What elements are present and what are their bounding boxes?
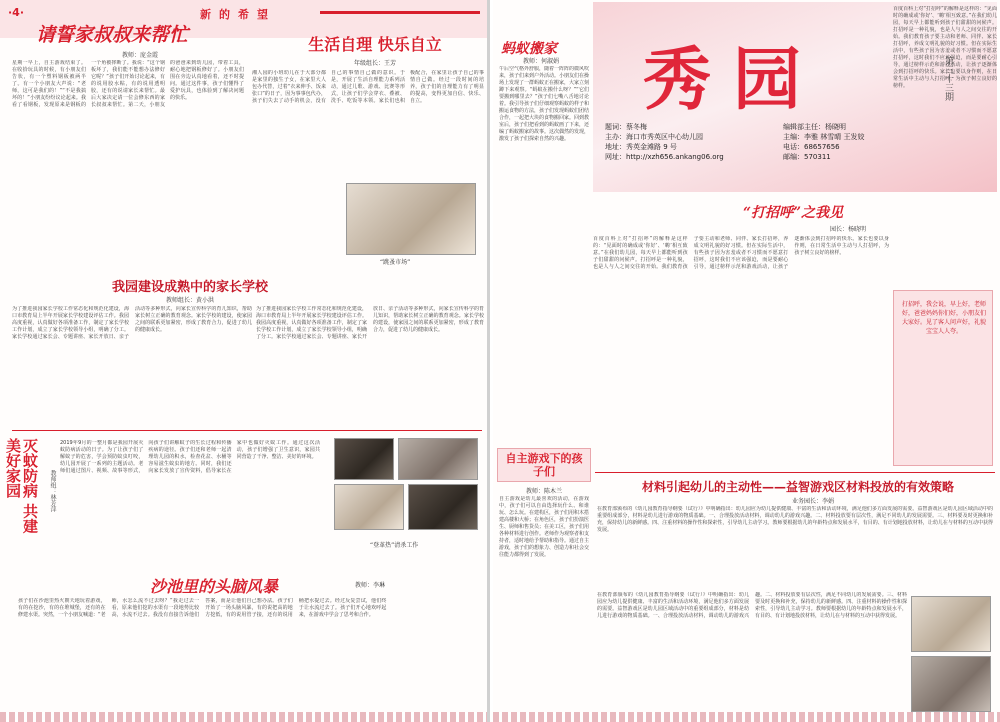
issue-number: 第三十三期 [943, 56, 953, 101]
photo-cleanup-3 [334, 484, 404, 530]
caption-flea-market: “跳蚤市场” [380, 259, 411, 266]
byline-uncle: 教师：庞金霞 [121, 52, 158, 59]
article-title-greeting: “打招呼”之我见 [742, 205, 844, 221]
article-body-uncle: 星期一早上，自主游戏结束了。在收拾玩具的时候，有小朋友们告状，有一个塑料钢板被两半了。有一个小朋友大声说：“老师，这可是我们的！”“不是我搞坏的！”小朋友纷纷议论起来。我看了看钢板，发现原来是钢板的一个角被摔断了。我说：“这个钢板坏了，我们能不能想办法修好它呢？”孩子们开始讨论起来，有的说用胶水粘，有的说用透明胶，还有的说请家长来帮忙。最后大家决定请一位会修东西的家长叔叔来帮忙。第二天，小朋友的爸爸来到幼儿园，带着工具，耐心地把钢板修好了。小朋友们围在旁边认真地看着，还不时提问。通过这件事，孩子们懂得了爱护玩具，也体验到了解决问题的快乐。 [12, 60, 244, 108]
right-bottom-deco [493, 712, 1000, 722]
article-body-selfcare: 湘人园的小班幼儿在于大部分都是家里的独生子女，在家里大人包办代替，过着“衣来伸手、饭来张口”的日子，因为事事包代办，孩子们失去了动手的机会，没有自己的事情自己做的意识。于是，开展了生活自理能力系列活动，通过儿歌、游戏、比赛等形式，让孩子们学会穿衣、叠被、洗手、吃饭等本领。家长们也积极配合，在家里让孩子自己的事情自己做。经过一段时间的培养，孩子们的自理能力有了明显的提高，变得更加自信、快乐、自立。 [252, 70, 484, 104]
divider-mid-left [12, 430, 482, 431]
byline-ant: 教师：何淑娟 [522, 58, 559, 65]
article-title-material: 材料引起幼儿的主动性——益智游戏区材料投放的有效策略 [641, 480, 954, 494]
article-body-parent-school-cont: 为了推进我园家长学校工作常态化和规范化建设，海口市教育局上半年开展家长学校建设评估工作。我园高度重视，认真做好各项准备工作，制定了家长学校工作计划，成立了家长学校领导小组，明确了分工。家长学校通过家长会、专题讲座、家长开放日、亲子活动等多种形式，向家长宣传科学的育儿知识，帮助家长树立正确的教育观念。家长学校的建设，使家园之间的联系更加紧密，形成了教育合力，促进了幼儿的健康成长。 [256, 306, 484, 340]
photo-cleanup-1 [334, 438, 394, 480]
article-body-material: 在教育部颁布的《幼儿园教育指导纲要（试行）》中明确指出：幼儿园应为幼儿提供健康、丰富的生活和活动环境，满足他们多方面发展的需要。益智游戏区是幼儿园区域活动中的重要组成部分，材料是幼儿进行游戏的物质基础。一、合理投放活动材料，调动幼儿的游戏兴趣。二、材料投放要有层次性，满足不同幼儿的发展需要。三、材料要及时更换和补充，保持幼儿的新鲜感。四、注重材料的操作性和探索性，引导幼儿主动学习。教师要根据幼儿的年龄特点和发展水平，有目的、有计划地投放材料，让幼儿在与材料的互动中获得发展。 [597, 506, 993, 533]
article-title-selfcare: 生活自理 快乐自立 [308, 35, 442, 54]
article-body-greeting-cont: 百度百科上对“打招呼”的解释是这样的：“见面时的确成或‘你好’、‘嗨’相互致意。”在我们幼儿园，每天早上都能听到孩子们甜甜的问候声。打招呼是一种礼貌，也是人与人之间交往的开始。我们教育孩子要主动和老师、同伴、家长打招呼，养成文明礼貌的好习惯。但在实际生活中，有些孩子因为害羞或者不习惯而不愿意打招呼，这时我们不应该强迫，而是要耐心引导，通过榜样示范和游戏活动，让孩子逐渐体会到打招呼的快乐。家长也要以身作则，在日常生活中主动与人打招呼，为孩子树立良好的榜样。 [893, 6, 997, 89]
byline-sandpit: 教师：李琳 [354, 582, 385, 589]
left-page [0, 0, 490, 722]
section-title: 新的希望 [200, 8, 276, 21]
poem-text: 打招呼，我会说，早上好，老师好，爸爸妈妈你们好，小朋友们大家好。见了客人问声好，礼貌宝宝人人夸。 [901, 301, 986, 335]
byline-mosquito: 教师组：林芳萍 [49, 470, 56, 512]
left-bottom-deco [0, 712, 490, 722]
byline-greeting: 园长：杨晓明 [829, 226, 866, 233]
photo-material-1 [911, 596, 991, 652]
calligraphy-mosquito: 灭蚊防病 共建美好家园 [4, 438, 39, 534]
photo-cleanup-2 [398, 438, 478, 480]
masthead-info-right: 编辑部主任：杨晓明 主编：李雅 林雪晴 王发姣 电话：68657656 邮编：570311 [783, 123, 865, 161]
article-body-ant: 午后空气格外舒服，随着一阵阵的微风吹来，孩子们来到户外活动。小朋友们在操场上发现了一群蚂蚁正在搬家，大家立刻蹲下来观察。“蚂蚁在搬什么呀？”“它们要搬到哪里去？”孩子们七嘴八舌地讨论着。我引导孩子们仔细观察蚂蚁的样子和搬运食物的方法，孩子们发现蚂蚁们团结合作，一起把大块的食物搬回家。回到教室后，孩子们把看到的蚂蚁画了下来，还编了蚂蚁搬家的故事。这次偶然的发现，激发了孩子们探索自然的兴趣。 [499, 66, 589, 142]
photo-flea-market [346, 183, 476, 255]
masthead-info-left: 题词：蔡冬梅 主办：海口市秀英区中心幼儿园 地址：秀英金滩路 9 号 网址：http://xzh656.ankang06.org [605, 123, 724, 161]
article-body-kids: 自主游戏是幼儿最喜欢的活动，在游戏中，孩子们可以自由选择玩什么、和谁玩、怎么玩。在建构区，孩子们用积木搭建高楼和大桥；在角色区，孩子们扮演医生、厨师和售货员；在美工区，孩子们用各种材料进行创作。老师作为观察者和支持者，适时地给予帮助和指导。通过自主游戏，孩子们的想象力、创造力和社会交往能力都得到了发展。 [499, 496, 589, 558]
article-body-mosquito: 2019年9月的一整月都是我园开展灭蚊防病活动的日子。为了让孩子们了解蚊子的危害，学会预防蚊虫叮咬，幼儿园开展了一系列的主题活动。老师们通过图片、视频、故事等形式，向孩子们讲解蚊子的生长过程和传播疾病的途径。孩子们还和老师一起清理幼儿园的积水，检查花盆、水桶等容易滋生蚊虫的地方。同时，我们还向家长发放了宣传资料，倡导家长在家中也做好灭蚊工作。通过这次活动，孩子们增强了卫生意识，家园共同营造了干净、整洁、美好的环境。 [60, 440, 320, 474]
header-rule [320, 11, 480, 14]
article-title-ant: 蚂蚁搬家 [501, 41, 557, 57]
page-number: ·4· [8, 6, 25, 19]
article-title-parent-school: 我园建设成熟中的家长学校 [111, 280, 268, 295]
byline-material: 业务园长：李娟 [791, 498, 834, 505]
caption-dengue: “登革热”清杀工作 [370, 542, 419, 549]
article-body-sandpit: 孩子们在沙池里热火朝天地玩着游戏，有的在挖沙，有的在堆城堡，还有的在修建水渠。突然，一个小朋友喊道：“老师，水怎么流不过去呀？”我走过去一看，原来他们挖的水渠有一段地势比较高，水流不过去。我没有直接告诉他们答案，而是让他们自己想办法。孩子们开始了一场头脑风暴，有的说把高的地方挖低，有的说用管子接，还有的说用桶把水提过去。经过反复尝试，他们终于让水流过去了。孩子们开心地欢呼起来，在游戏中学会了思考和合作。 [18, 598, 387, 618]
byline-kids: 教师：陈木兰 [525, 488, 562, 495]
article-title-sandpit: 沙池里的头脑风暴 [150, 577, 279, 596]
divider-mid-right [595, 472, 995, 473]
article-title-uncle: 请誓家叔叔来帮忙 [36, 24, 189, 46]
byline-parent-school: 教师组长：黄小洪 [165, 297, 214, 304]
photo-material-2 [911, 656, 991, 712]
masthead-title: 秀园 [643, 40, 824, 120]
article-title-kids: 自主游戏下的孩子们 [505, 452, 583, 478]
article-body-material-cont: 在教育部颁布的《幼儿园教育指导纲要（试行）》中明确指出：幼儿园应为幼儿提供健康、丰富的生活和活动环境，满足他们多方面发展的需要。益智游戏区是幼儿园区域活动中的重要组成部分，材料是幼儿进行游戏的物质基础。一、合理投放活动材料，调动幼儿的游戏兴趣。二、材料投放要有层次性，满足不同幼儿的发展需要。三、材料要及时更换和补充，保持幼儿的新鲜感。四、注重材料的操作性和探索性，引导幼儿主动学习。教师要根据幼儿的年龄特点和发展水平，有目的、有计划地投放材料，让幼儿在与材料的互动中获得发展。 [597, 592, 907, 619]
article-body-parent-school: 为了推进我园家长学校工作常态化和规范化建设，海口市教育局上半年开展家长学校建设评估工作。我园高度重视，认真做好各项准备工作，制定了家长学校工作计划，成立了家长学校领导小组，明确了分工。家长学校通过家长会、专题讲座、家长开放日、亲子活动等多种形式，向家长宣传科学的育儿知识，帮助家长树立正确的教育观念。家长学校的建设，使家园之间的联系更加紧密，形成了教育合力，促进了幼儿的健康成长。 [12, 306, 252, 340]
photo-cleanup-4 [408, 484, 478, 530]
right-page [493, 0, 1000, 722]
byline-selfcare: 年级组长：王芳 [353, 60, 396, 67]
article-body-greeting: 百度百科上对“打招呼”的解释是这样的：“见面时的确成或‘你好’、‘嗨’相互致意。”在我们幼儿园，每天早上都能听到孩子们甜甜的问候声。打招呼是一种礼貌，也是人与人之间交往的开始。我们教育孩子要主动和老师、同伴、家长打招呼，养成文明礼貌的好习惯。但在实际生活中，有些孩子因为害羞或者不习惯而不愿意打招呼，这时我们不应该强迫，而是要耐心引导，通过榜样示范和游戏活动，让孩子逐渐体会到打招呼的快乐。家长也要以身作则，在日常生活中主动与人打招呼，为孩子树立良好的榜样。 [593, 236, 889, 270]
